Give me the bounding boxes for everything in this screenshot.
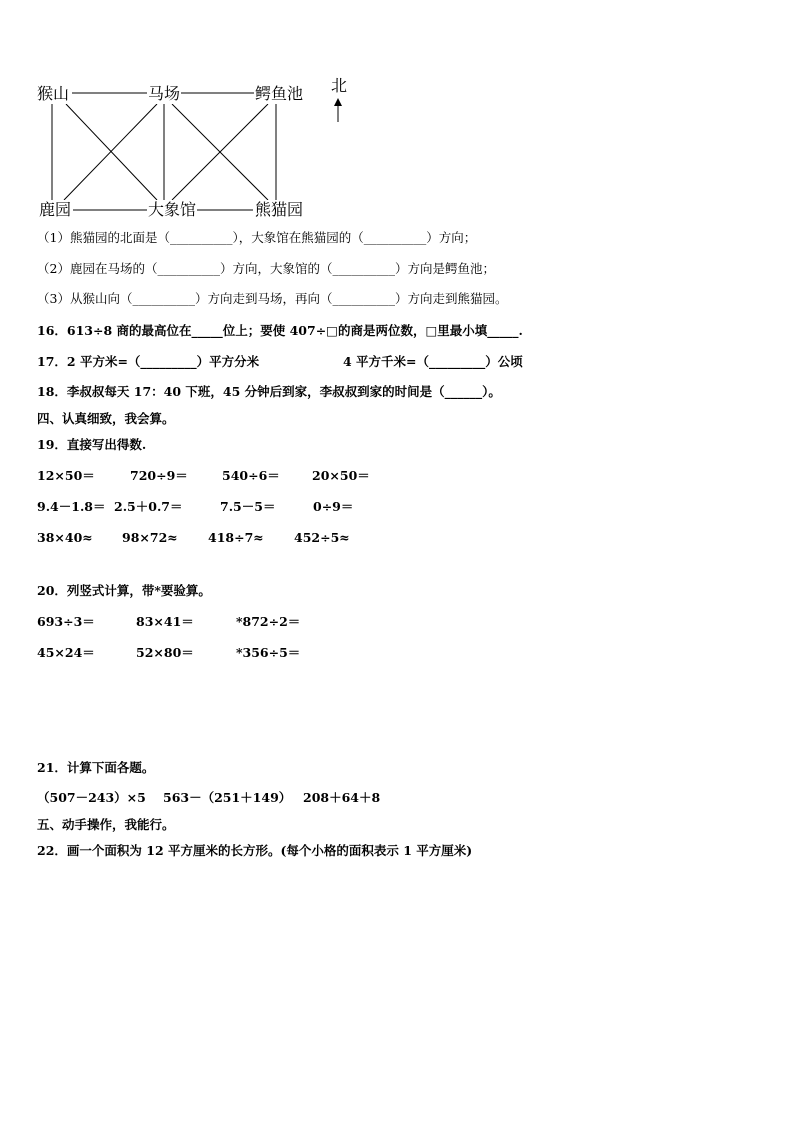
q19-r3-c2: 98×72≈ xyxy=(122,530,178,545)
q19-title: 19．直接写出得数. xyxy=(37,437,147,452)
q16-text: 16．613÷8 商的最高位在_____位上；要使 407÷□的商是两位数，□里最小填_____. xyxy=(37,323,523,338)
q22-text: 22．画一个面积为 12 平方厘米的长方形。(每个小格的面积表示 1 平方厘米) xyxy=(37,843,473,858)
q17-b: 4 平方千米=（_________）公顷 xyxy=(343,354,523,369)
q19-r1-c2: 720÷9＝ xyxy=(130,468,188,483)
q20-r1-c2: 83×41＝ xyxy=(136,614,194,629)
north-label: 北 xyxy=(331,76,348,95)
q20-title: 20．列竖式计算，带*要验算。 xyxy=(37,583,211,598)
q19-r2-c4: 0÷9＝ xyxy=(313,499,354,514)
q15-part2: （2）鹿园在马场的（__________）方向，大象馆的（__________）方向是鳄鱼池； xyxy=(37,261,495,276)
q20-r2-c1: 45×24＝ xyxy=(37,645,95,660)
q21-item-1: （507－243）×5 xyxy=(37,790,146,805)
map-diagram xyxy=(0,0,794,230)
q21-title: 21．计算下面各题。 xyxy=(37,760,155,775)
place-elephant-hall: 大象馆 xyxy=(148,200,197,219)
q19-r3-c1: 38×40≈ xyxy=(37,530,93,545)
q19-r2-c1: 9.4－1.8＝ xyxy=(37,499,106,514)
place-horse-farm: 马场 xyxy=(148,84,181,103)
north-arrow-head xyxy=(334,98,342,106)
q21-item-3: 208＋64＋8 xyxy=(303,790,381,805)
place-panda-park: 熊猫园 xyxy=(255,200,304,219)
place-monkey-hill: 猴山 xyxy=(37,84,70,103)
q15-part1: （1）熊猫园的北面是（__________），大象馆在熊猫园的（__________）方向； xyxy=(37,230,477,245)
q19-r1-c3: 540÷6＝ xyxy=(222,468,280,483)
place-deer-park: 鹿园 xyxy=(39,200,72,219)
q18-text: 18．李叔叔每天 17：40 下班，45 分钟后到家，李叔叔到家的时间是（______）。 xyxy=(37,384,501,399)
q19-r3-c3: 418÷7≈ xyxy=(208,530,264,545)
section-5-heading: 五、动手操作，我能行。 xyxy=(37,817,175,832)
q19-r1-c1: 12×50＝ xyxy=(37,468,95,483)
q19-r2-c2: 2.5＋0.7＝ xyxy=(114,499,183,514)
q20-r1-c3: *872÷2＝ xyxy=(236,614,301,629)
section-4-heading: 四、认真细致，我会算。 xyxy=(37,411,175,426)
q20-r2-c2: 52×80＝ xyxy=(136,645,194,660)
q21-item-2: 563－（251＋149） xyxy=(163,790,292,805)
q20-r1-c1: 693÷3＝ xyxy=(37,614,95,629)
q19-r1-c4: 20×50＝ xyxy=(312,468,370,483)
q19-r3-c4: 452÷5≈ xyxy=(294,530,350,545)
q15-part3: （3）从猴山向（__________）方向走到马场，再向（__________）方向走到熊猫园。 xyxy=(37,291,508,306)
place-crocodile-pool: 鳄鱼池 xyxy=(255,84,304,103)
q19-r2-c3: 7.5－5＝ xyxy=(220,499,276,514)
q20-r2-c3: *356÷5＝ xyxy=(236,645,301,660)
q17-a: 17．2 平方米=（_________）平方分米 xyxy=(37,354,260,369)
